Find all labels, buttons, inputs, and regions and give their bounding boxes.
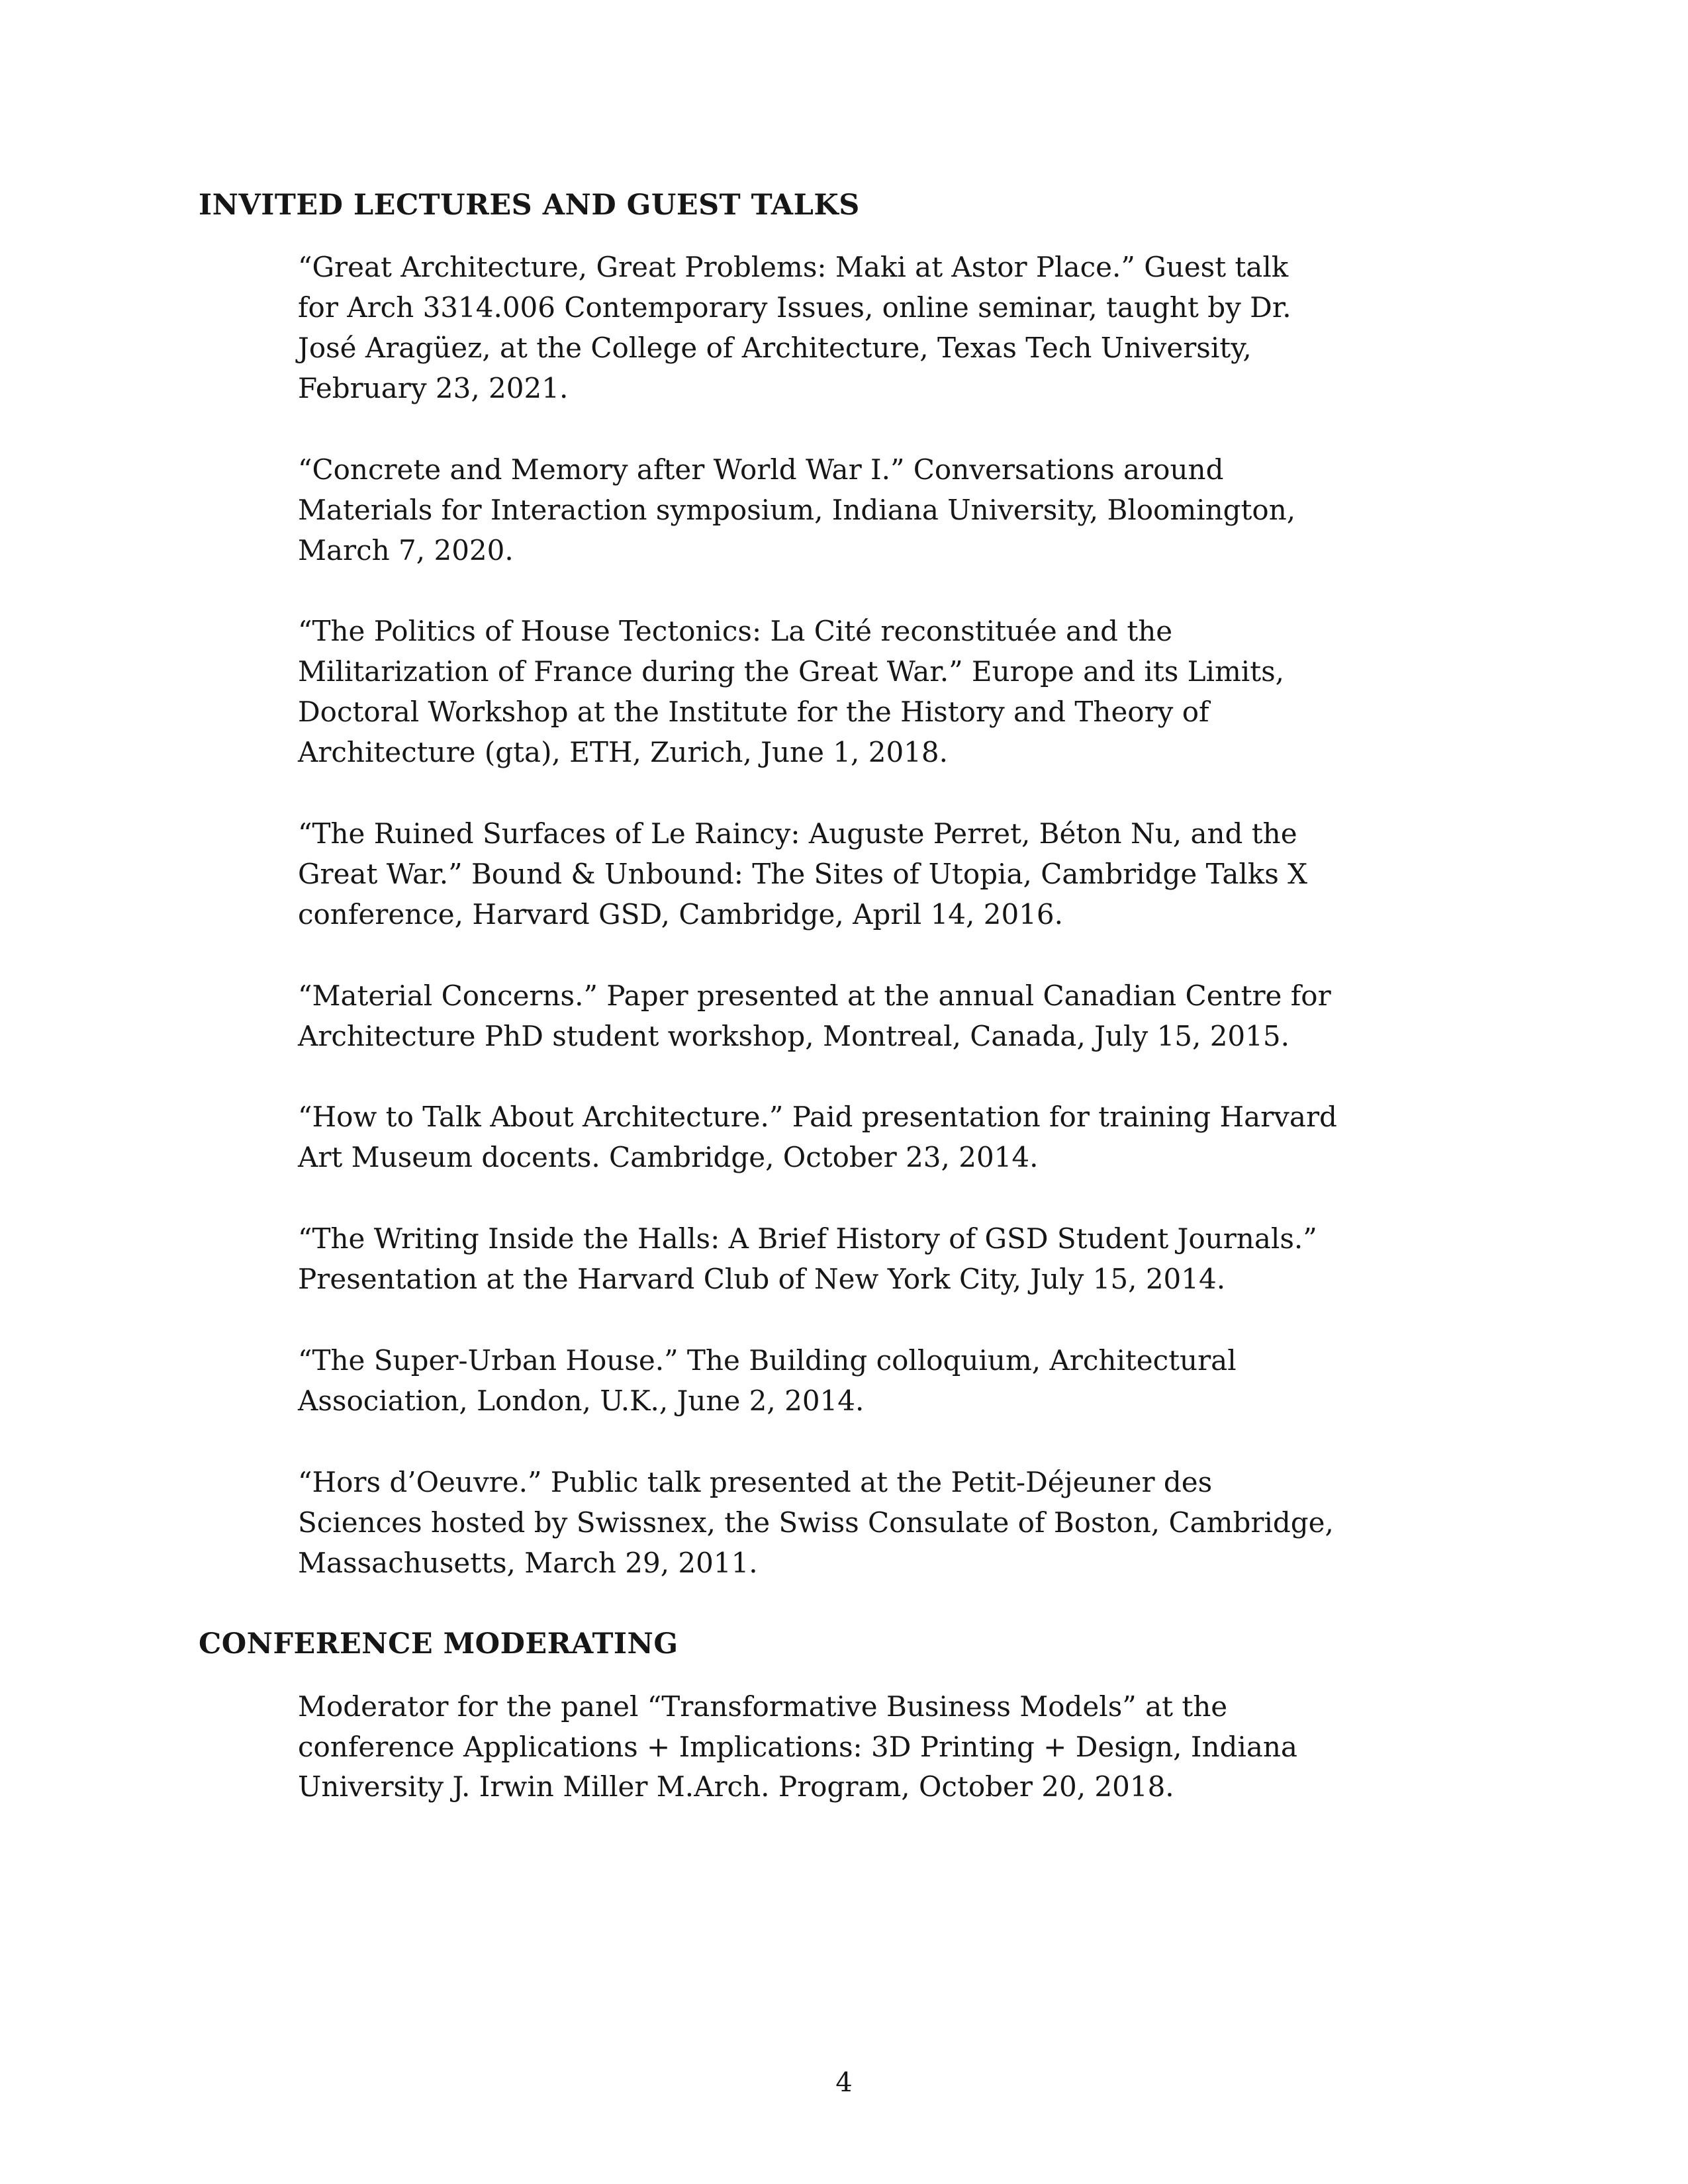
lecture-entry: “Concrete and Memory after World War I.” Conversations around Materials for Interaction symposium, Indiana University, Bloomington, March 7, 2020. xyxy=(298,453,1296,567)
lecture-entry: “Material Concerns.” Paper presented at the annual Canadian Centre for Architecture PhD student workshop, Montreal, Canada, July 15, 2015. xyxy=(298,979,1331,1052)
section-heading-invited-lectures: INVITED LECTURES AND GUEST TALKS xyxy=(199,189,860,222)
lecture-entry: “How to Talk About Architecture.” Paid presentation for training Harvard Art Museum docents. Cambridge, October 23, 2014. xyxy=(298,1101,1337,1174)
lecture-entry: “Hors d’Oeuvre.” Public talk presented at the Petit-Déjeuner des Sciences hosted by Swissnex, the Swiss Consulate of Boston, Cambridge, Massachusetts, March 29, 2011. xyxy=(298,1465,1334,1579)
lecture-entry: “The Writing Inside the Halls: A Brief History of GSD Student Journals.” Presentation at the Harvard Club of New York City, July 15, 2014. xyxy=(298,1222,1317,1296)
lecture-entry: “Great Architecture, Great Problems: Maki at Astor Place.” Guest talk for Arch 3314.006 Contemporary Issues, online seminar, taught by Dr. José Aragüez, at the College of Architecture, Texas Tech University, February 23, 2021. xyxy=(298,251,1291,404)
page-number: 4 xyxy=(835,2068,853,2098)
moderating-entry: Moderator for the panel “Transformative Business Models” at the conference Applications + Implications: 3D Printing + Design, Indiana University J. Irwin Miller M.Arch. Program, October 20, 2018. xyxy=(298,1690,1297,1803)
lecture-entry: “The Politics of House Tectonics: La Cité reconstituée and the Militarization of France during the Great War.” Europe and its Limits, Doctoral Workshop at the Institute for the History and Theory of Architecture (gta), ETH, Zurich, June 1, 2018. xyxy=(298,615,1284,769)
document-content xyxy=(199,185,1410,1848)
section-heading-conference-moderating: CONFERENCE MODERATING xyxy=(199,1627,679,1661)
lecture-entry: “The Ruined Surfaces of Le Raincy: Auguste Perret, Béton Nu, and the Great War.” Bound & Unbound: The Sites of Utopia, Cambridge Talks X conference, Harvard GSD, Cambridge, April 14, 2016. xyxy=(298,817,1308,931)
lecture-entry: “The Super-Urban House.” The Building colloquium, Architectural Association, London, U.K., June 2, 2014. xyxy=(298,1344,1237,1417)
